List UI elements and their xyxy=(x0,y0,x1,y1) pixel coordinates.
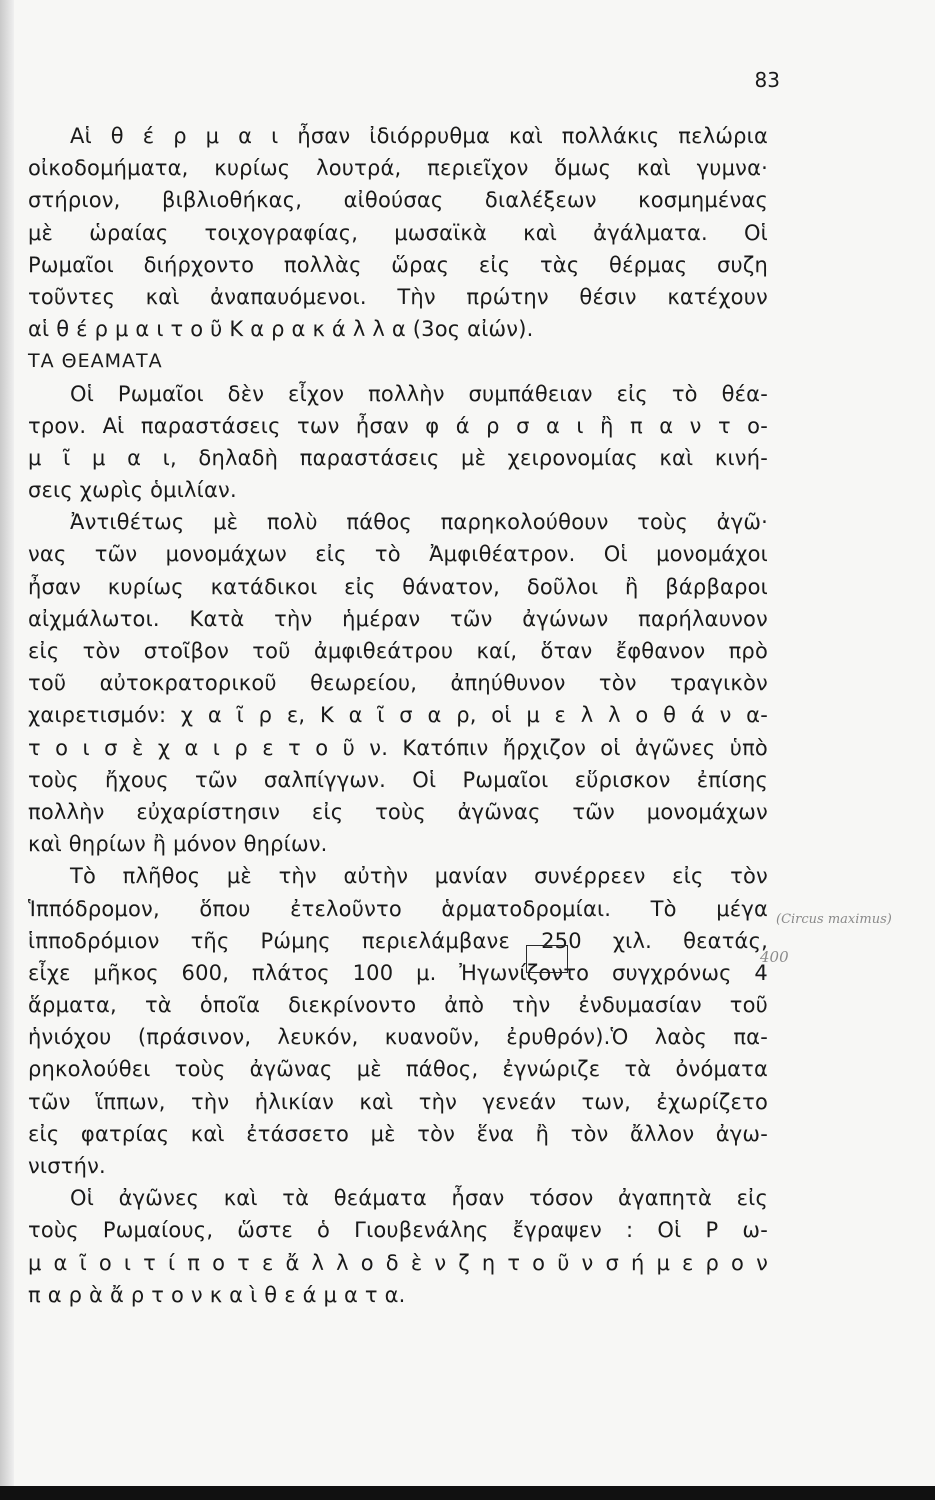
text-line: ἱπποδρόμιον τῆς Ρώμης περιελάμβανε 250 χιλ. θεατάς, xyxy=(28,928,768,953)
text-line: Αἱ θ έ ρ μ α ι ἦσαν ἰδιόρρυθμα καὶ πολλάκις πελώρια xyxy=(70,124,768,148)
page-bottom-edge xyxy=(0,1486,935,1500)
text-line: νιστήν. xyxy=(28,1154,106,1178)
text-line: μ ῖ μ α ι, δηλαδὴ παραστάσεις μὲ χειρονομίας καὶ κινή- xyxy=(28,445,768,470)
text-line: καὶ θηρίων ἢ μόνον θηρίων. xyxy=(28,832,328,857)
text-line: σεις χωρὶς ὁμιλίαν. xyxy=(28,478,237,503)
text-line: ρηκολούθει τοὺς ἀγῶνας μὲ πάθος, ἐγνώριζε τὰ ὀνόματα xyxy=(28,1057,768,1082)
section-heading: ΤΑ ΘΕΑΜΑΤΑ xyxy=(28,350,163,373)
text-line: τῶν ἵππων, τὴν ἡλικίαν καὶ τὴν γενεάν των, ἐχωρίζετο xyxy=(28,1089,768,1114)
text-line: Οἱ Ρωμαῖοι δὲν εἶχον πολλὴν συμπάθειαν εἰς τὸ θέα- xyxy=(70,381,768,406)
text-line: τρον. Αἱ παραστάσεις των ἦσαν φ ά ρ σ α ι ἢ π α ν τ ο- xyxy=(28,413,768,438)
text-line: νας τῶν μονομάχων εἰς τὸ Ἀμφιθέατρον. Οἱ μονομάχοι xyxy=(28,542,768,567)
text-line: Οἱ ἀγῶνες καὶ τὰ θεάματα ἦσαν τόσον ἀγαπητὰ εἰς xyxy=(70,1186,768,1211)
text-line: αἱ θ έ ρ μ α ι τ ο ῦ Κ α ρ α κ ά λ λ α (3ος αἰών). xyxy=(28,317,534,342)
text-line: τοὺς ἤχους τῶν σαλπίγγων. Οἱ Ρωμαῖοι εὕρισκον ἐπίσης xyxy=(28,767,768,792)
text-line: Ἱππόδρομον, ὅπου ἐτελοῦντο ἁρματοδρομίαι. Τὸ μέγα xyxy=(28,896,768,921)
text-line: εἶχε μῆκος 600, πλάτος 100 μ. Ἠγωνίζοντο συγχρόνως 4 xyxy=(28,960,768,985)
text-line: τοὺς Ρωμαίους, ὥστε ὁ Γιουβενάλης ἔγραψεν : Οἱ Ρ ω- xyxy=(28,1218,768,1243)
text-line: ἅρματα, τὰ ὁποῖα διεκρίνοντο ἀπὸ τὴν ἐνδυμασίαν τοῦ xyxy=(28,993,768,1018)
text-line: πολλὴν εὐχαρίστησιν εἰς τοὺς ἀγῶνας τῶν μονομάχων xyxy=(28,799,768,824)
text-line: στήριον, βιβλιοθήκας, αἰθούσας διαλέξεων κοσμημένας xyxy=(28,188,768,213)
text-line: ἦσαν κυρίως κατάδικοι εἰς θάνατον, δοῦλοι ἢ βάρβαροι xyxy=(28,574,768,599)
text-line: εἰς φατρίας καὶ ἐτάσσετο μὲ τὸν ἕνα ἢ τὸν ἄλλον ἀγω- xyxy=(28,1121,768,1146)
text-line: τοῦντες καὶ ἀναπαυόμενοι. Τὴν πρώτην θέσιν κατέχουν xyxy=(28,284,768,309)
text-line: εἰς τὸν στοῖβον τοῦ ἀμφιθεάτρου καί, ὅταν ἔφθανον πρὸ xyxy=(28,639,768,663)
page-number: 83 xyxy=(754,68,780,92)
text-line: χαιρετισμόν: χ α ῖ ρ ε, Κ α ῖ σ α ρ, οἱ μ ε λ λ ο θ ά ν α- xyxy=(28,703,768,728)
text-line: τοῦ αὐτοκρατορικοῦ θεωρείου, ἀπηύθυνον τὸν τραγικὸν xyxy=(28,671,768,696)
text-line: μ α ῖ ο ι τ ί π ο τ ε ἄ λ λ ο δ ὲ ν ζ η τ ο ῦ ν σ ή μ ε ρ ο ν xyxy=(28,1250,768,1275)
handwritten-box-mark xyxy=(526,945,568,973)
text-line: ἡνιόχου (πράσινον, λευκόν, κυανοῦν, ἐρυθρόν).Ὁ λαὸς πα- xyxy=(28,1025,768,1050)
text-line: αἰχμάλωτοι. Κατὰ τὴν ἡμέραν τῶν ἀγώνων παρήλαυνον xyxy=(28,606,768,631)
margin-note-count: 400 xyxy=(760,948,789,966)
page-left-edge xyxy=(0,0,14,1500)
text-line: Τὸ πλῆθος μὲ τὴν αὐτὴν μανίαν συνέρρεεν εἰς τὸν xyxy=(70,864,768,889)
text-line: π α ρ ὰ ἄ ρ τ ο ν κ α ὶ θ ε ά μ α τ α. xyxy=(28,1282,406,1307)
text-line: οἰκοδομήματα, κυρίως λουτρά, περιεῖχον ὅμως καὶ γυμνα· xyxy=(28,156,768,181)
text-line: Ρωμαῖοι διήρχοντο πολλὰς ὥρας εἰς τὰς θέρμας συζη xyxy=(28,252,768,277)
text-line: μὲ ὡραίας τοιχογραφίας, μωσαϊκὰ καὶ ἀγάλματα. Οἱ xyxy=(28,220,768,245)
body-text xyxy=(28,120,768,1311)
text-line: Ἀντιθέτως μὲ πολὺ πάθος παρηκολούθουν τοὺς ἀγῶ· xyxy=(70,510,768,535)
margin-note-circus: (Circus maximus) xyxy=(776,912,892,927)
text-line: τ ο ι σ ὲ χ α ι ρ ε τ ο ῦ ν. Κατόπιν ἤρχιζον οἱ ἀγῶνες ὑπὸ xyxy=(28,735,768,760)
